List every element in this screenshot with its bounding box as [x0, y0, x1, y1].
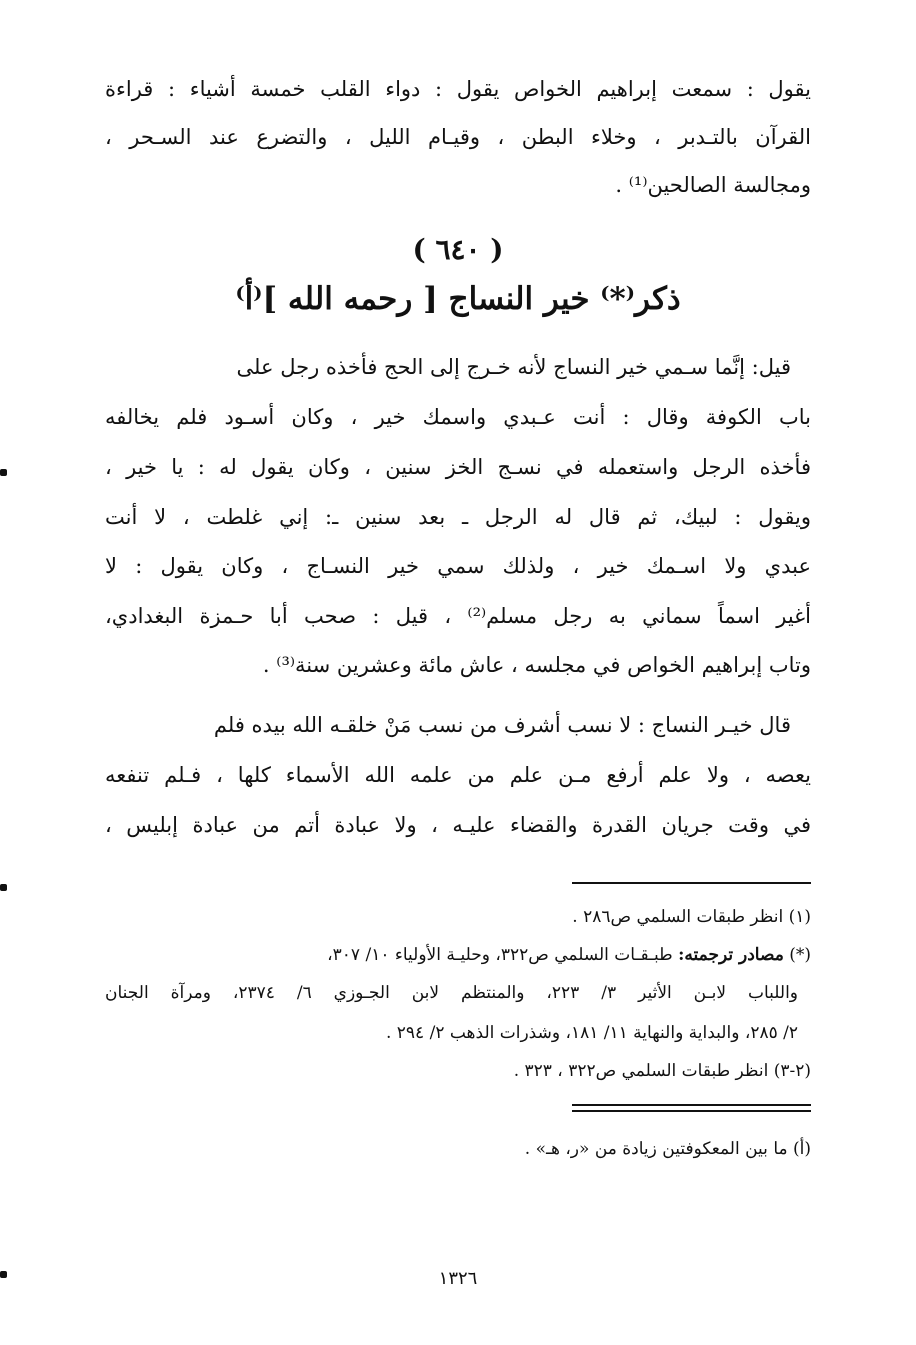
footnote-star-line-3: ٢/ ٢٨٥، والبداية والنهاية ١١/ ١٨١، وشذرات الذهب ٢/ ٢٩٤ .	[385, 1023, 798, 1043]
variants-separator-bottom	[572, 1110, 811, 1112]
footnote-star-text: طبـقـات السلمي ص٣٢٢، وحليـة الأولياء ١٠/ ٣٠٧،	[327, 945, 673, 965]
footnote-separator	[572, 882, 811, 884]
paragraph1-line-7: وتاب إبراهيم الخواص في مجلسه ، عاش مائة وعشرين سنة⁽³⁾ .	[262, 653, 811, 677]
page-number: ١٣٢٦	[438, 1268, 478, 1289]
footnote-star-label: مصادر ترجمته:	[678, 945, 784, 965]
scan-margin-mark	[0, 884, 7, 891]
paragraph1-line-2: باب الكوفة وقال : أنت عـبدي واسمك خير ، وكان أسـود فلم يخالفه	[105, 405, 811, 429]
footnote-1: (١) انظر طبقات السلمي ص٢٨٦ .	[572, 907, 811, 927]
paragraph2-line-3: في وقت جريان القدرة والقضاء عليـه ، ولا عبادة أتم من عبادة إبليس ،	[105, 813, 811, 837]
paragraph1-line-6: أغير اسماً سماني به رجل مسلم⁽²⁾ ، قيل : صحب أبا حـمزة البغدادي،	[105, 604, 811, 628]
paragraph1-line-4: ويقول : لبيك، ثم قال له الرجل ـ بعد سنين ـ: إني غلطت ، لا أنت	[105, 505, 811, 529]
section-number: ( ٦٤٠ )	[412, 233, 504, 266]
intro-line-2: القرآن بالتـدبر ، وخلاء البطن ، وقيـام الليل ، والتضرع عند السـحر ،	[105, 125, 811, 149]
scan-margin-mark	[0, 1271, 7, 1278]
scan-margin-mark	[0, 469, 7, 476]
footnote-star-line-1	[105, 943, 811, 971]
paragraph1-line-3: فأخذه الرجل واستعمله في نسـج الخز سنين ، وكان يقول له : يا خير ،	[105, 455, 811, 479]
paragraph1-line-5: عبدي ولا اسـمك خير ، ولذلك سمي خير النسـاج ، وكان يقول : لا	[105, 554, 811, 578]
paragraph1-line-1: قيل: إنَّما سـمي خير النساج لأنه خـرج إلى الحج فأخذه رجل على	[236, 355, 791, 379]
footnote-star-marker: (*)	[789, 945, 811, 965]
paragraph2-line-2: يعصه ، ولا علم أرفع مـن علم من علمه الله الأسماء كلها ، فـلم تنفعه	[105, 763, 811, 787]
paragraph2-line-1: قال خيـر النساج : لا نسب أشرف من نسب مَنْ خلقـه الله بيده فلم	[213, 713, 791, 737]
footnote-star-line-2: واللباب لابـن الأثير ٣/ ٢٢٣، والمنتظم لابن الجـوزي ٦/ ٢٣٧٤، ومرآة الجنان	[105, 983, 798, 1003]
footnote-2-3: (٢-٣) انظر طبقات السلمي ص٣٢٢ ، ٣٢٣ .	[513, 1061, 811, 1081]
intro-line-3: ومجالسة الصالحين⁽¹⁾ .	[615, 173, 811, 197]
intro-line-1: يقول : سمعت إبراهيم الخواص يقول : دواء القلب خمسة أشياء : قراءة	[105, 77, 811, 101]
section-title: ذكر⁽*⁾ خير النساج [ رحمه الله ]⁽أ⁾	[235, 281, 681, 317]
variants-separator-top	[572, 1104, 811, 1106]
footnote-variant-a: (أ) ما بين المعكوفتين زيادة من «ر، هـ» .	[524, 1139, 811, 1159]
